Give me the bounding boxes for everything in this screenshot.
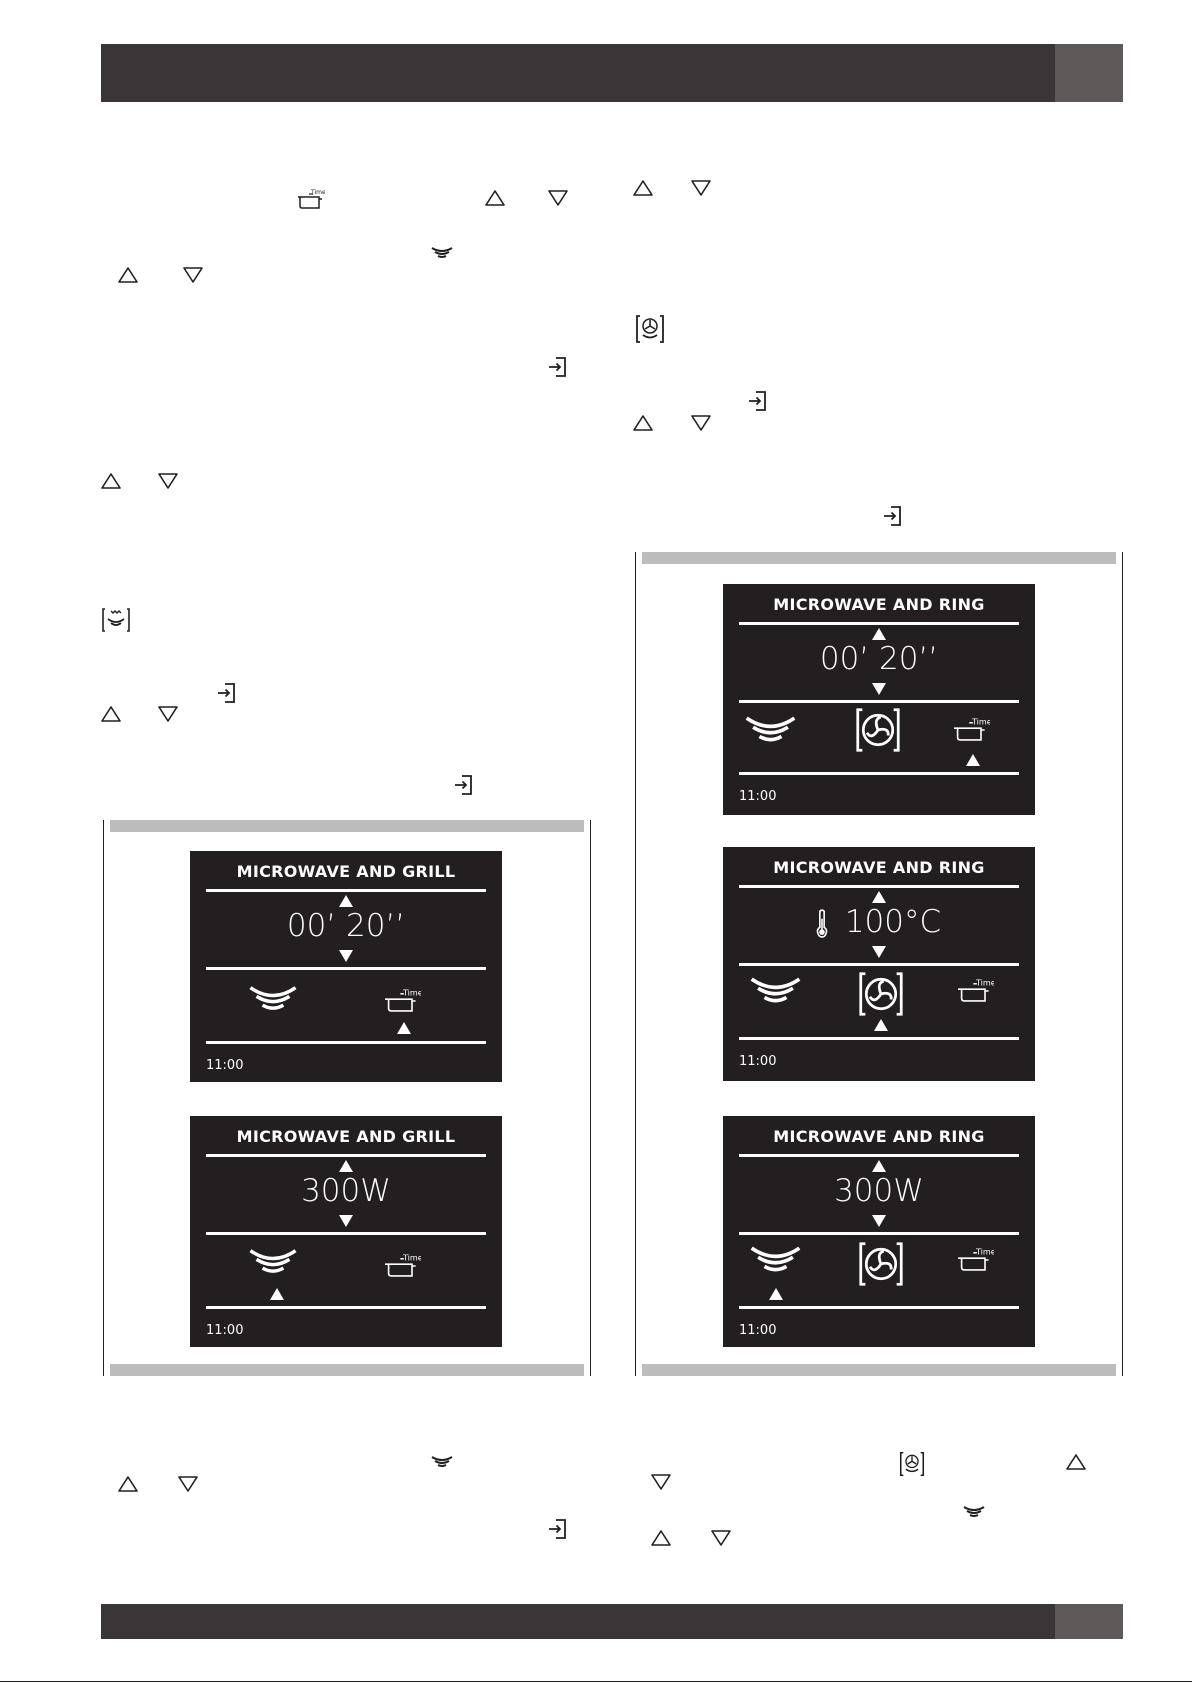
clock: 11:00 — [206, 1323, 244, 1338]
microwave-icon — [743, 714, 798, 750]
time-pot-icon — [958, 978, 994, 1008]
screen-value: 100°C — [844, 904, 942, 940]
enter-icon — [217, 682, 237, 704]
down-indicator — [339, 1215, 353, 1227]
down-indicator — [872, 946, 886, 958]
fan-ring-icon — [855, 707, 901, 757]
time-pot-icon — [954, 717, 990, 747]
down-arrow-icon — [183, 267, 203, 283]
footer-tab — [1055, 1604, 1123, 1639]
page-bottom-rule — [0, 1681, 1192, 1682]
down-arrow-icon — [158, 473, 178, 489]
fan-ring-icon — [858, 1241, 904, 1291]
screen-title: MICROWAVE AND RING — [773, 858, 985, 877]
up-indicator — [872, 1160, 886, 1172]
frame-band-top — [110, 820, 584, 832]
screen-value: 300W — [301, 1173, 391, 1209]
microwave-icon — [748, 1244, 803, 1280]
down-arrow-icon — [178, 1476, 198, 1492]
time-pot-icon — [297, 188, 325, 210]
display-screen-ring-time — [723, 584, 1035, 815]
divider — [206, 1041, 486, 1044]
fan-ring-icon — [899, 1451, 925, 1477]
screen-title: MICROWAVE AND RING — [773, 595, 985, 614]
screen-value: 00’ 20’’ — [286, 908, 406, 944]
screen-value: 00’ 20’’ — [819, 641, 939, 677]
divider — [739, 1037, 1019, 1040]
microwave-icon — [247, 984, 299, 1018]
selection-indicator — [874, 1019, 888, 1031]
divider — [206, 1154, 486, 1157]
fan-ring-icon — [635, 314, 665, 344]
selection-indicator — [769, 1288, 783, 1300]
down-arrow-icon — [651, 1474, 671, 1490]
enter-icon — [454, 774, 474, 796]
divider — [739, 963, 1019, 966]
enter-icon — [883, 505, 903, 527]
down-arrow-icon — [691, 180, 711, 196]
divider — [206, 1306, 486, 1309]
selection-indicator — [270, 1288, 284, 1300]
up-arrow-icon — [633, 180, 653, 196]
clock: 11:00 — [739, 1054, 777, 1069]
up-indicator — [339, 895, 353, 907]
enter-icon — [548, 356, 568, 378]
clock: 11:00 — [739, 1323, 777, 1338]
clock: 11:00 — [206, 1058, 244, 1073]
down-arrow-icon — [158, 706, 178, 722]
divider — [206, 1232, 486, 1235]
down-arrow-icon — [548, 190, 568, 206]
up-arrow-icon — [118, 267, 138, 283]
down-indicator — [872, 683, 886, 695]
up-arrow-icon — [485, 190, 505, 206]
divider — [206, 889, 486, 892]
selection-indicator — [966, 754, 980, 766]
up-arrow-icon — [1066, 1454, 1086, 1470]
microwave-icon — [748, 975, 803, 1011]
display-screen-ring-power — [723, 1116, 1035, 1347]
display-screen-ring-temperature — [723, 847, 1035, 1081]
frame-band-top — [642, 552, 1116, 564]
microwave-icon — [430, 246, 454, 260]
grill-microwave-icon — [101, 607, 131, 633]
display-screen-grill-time — [190, 851, 502, 1082]
divider — [739, 772, 1019, 775]
up-arrow-icon — [118, 1476, 138, 1492]
up-arrow-icon — [101, 706, 121, 722]
screen-value: 300W — [834, 1173, 924, 1209]
microwave-icon — [247, 1247, 299, 1281]
enter-icon — [748, 390, 768, 412]
screen-title: MICROWAVE AND GRILL — [236, 862, 456, 881]
divider — [739, 885, 1019, 888]
enter-icon — [548, 1518, 568, 1540]
up-arrow-icon — [633, 415, 653, 431]
display-screen-grill-power — [190, 1116, 502, 1347]
down-arrow-icon — [691, 415, 711, 431]
divider — [739, 700, 1019, 703]
screen-title: MICROWAVE AND GRILL — [236, 1127, 456, 1146]
time-pot-icon — [385, 988, 421, 1018]
footer-bar — [101, 1604, 1123, 1639]
down-arrow-icon — [711, 1530, 731, 1546]
fan-ring-icon — [858, 971, 904, 1021]
microwave-icon — [430, 1455, 454, 1469]
clock: 11:00 — [739, 789, 777, 804]
up-indicator — [872, 891, 886, 903]
time-pot-icon — [958, 1247, 994, 1277]
microwave-icon — [962, 1505, 986, 1519]
up-indicator — [339, 1160, 353, 1172]
up-indicator — [872, 628, 886, 640]
time-pot-icon — [385, 1253, 421, 1283]
frame-band-bottom — [642, 1364, 1116, 1376]
down-indicator — [339, 950, 353, 962]
up-arrow-icon — [651, 1530, 671, 1546]
selection-indicator — [397, 1022, 411, 1034]
divider — [739, 1232, 1019, 1235]
screen-title: MICROWAVE AND RING — [773, 1127, 985, 1146]
divider — [739, 1306, 1019, 1309]
divider — [206, 967, 486, 970]
divider — [739, 622, 1019, 625]
down-indicator — [872, 1215, 886, 1227]
header-tab — [1055, 44, 1123, 102]
header-bar — [101, 44, 1123, 102]
up-arrow-icon — [101, 473, 121, 489]
frame-band-bottom — [110, 1364, 584, 1376]
divider — [739, 1154, 1019, 1157]
